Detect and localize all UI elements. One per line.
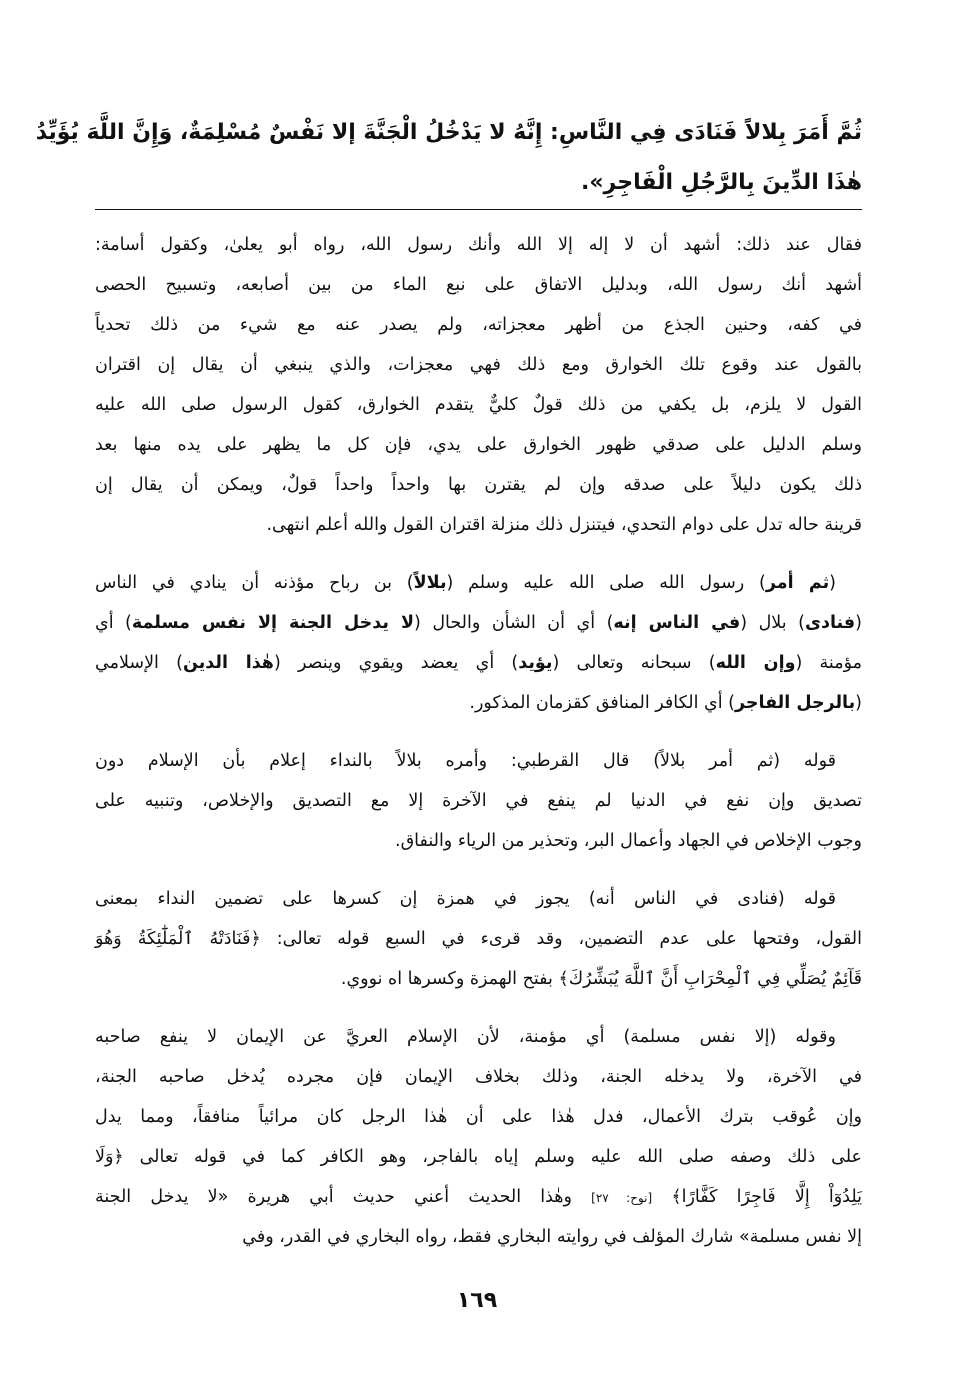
text-segment: ) أي أن الشأن والحال ( (414, 613, 614, 633)
text-line: قوله (فنادى في الناس أنه) يجوز في همزة إن كسرها على تضمين النداء بمعنى (95, 889, 836, 909)
hadith-text (35, 108, 862, 208)
text-segment: يَلِدُوٓاْ إِلَّا فَاجِرًا كَفَّارًا﴾ (652, 1187, 863, 1207)
text-segment: ) سبحانه وتعالى ( (552, 653, 716, 673)
text-line: قوله (ثم أمر بلالاً) قال القرطبي: وأمره بلالاً بالنداء إعلام بأن الإسلام دون (95, 751, 836, 771)
separator-rule (95, 209, 862, 210)
bold-quote: يؤيد (518, 653, 553, 673)
text-line: القول، وفتحها على عدم التضمين، وقد قرىء في السبع قوله تعالى: ﴿فَنَادَتْهُ ٱلْمَلَٰٓئِكَةُ وَهُوَ (95, 929, 862, 949)
text-line: القول لا يلزم، بل يكفي من ذلك قولٌ كليٌّ يتقدم الخوارق، كقول الرسول صلى الله عليه (95, 395, 862, 415)
text-line: فقال عند ذلك: أشهد أن لا إله إلا الله وأنك رسول الله، رواه أبو يعلىٰ، وكقول أسامة: (95, 235, 862, 255)
text-segment: مؤمنة ( (795, 653, 862, 673)
paragraph (95, 563, 862, 723)
text-line: وإن عُوقب بترك الأعمال، فدل هٰذا على أن هٰذا الرجل كان مرائياً منافقاً، ومما يدل (95, 1107, 862, 1127)
text-line: أشهد أنك رسول الله، وبدليل الاتفاق على نبع الماء من بين أصابعه، وتسبيح الحصى (95, 275, 862, 295)
text-line (95, 683, 862, 723)
text-segment: ( (855, 693, 862, 713)
text-line: قرينة حاله تدل على دوام التحدي، فيتنزل ذلك منزلة اقتران القول والله أعلم انتهى. (266, 515, 862, 535)
hadith-line: ثُمَّ أَمَرَ بِلالاً فَنَادَى فِي النَّاسِ: إِنَّهُ لا يَدْخُلُ الْجَنَّةَ إلا نَفْسٌ مُسْلِمَةٌ، وَإِنَّ اللَّهَ يُؤَيِّدُ (35, 120, 862, 145)
text-line: في الآخرة، ولا يدخله الجنة، وذلك بخلاف الإيمان فإن مجرده يُدخل صاحبه الجنة، (95, 1067, 862, 1087)
text-line: ذلك يكون دليلاً على صدقه وإن لم يقترن بها واحداً واحداً قولٌ، ويمكن أن يقال إن (95, 475, 862, 495)
bold-quote: بلالاً (413, 573, 447, 593)
verse-reference: [نوح: ٢٧] (591, 1191, 653, 1205)
bold-quote: وإن الله (715, 653, 796, 673)
page-number: ١٦٩ (456, 1288, 498, 1313)
text-segment: ( (829, 573, 836, 593)
text-line: بالقول عند وقوع تلك الخوارق ومع ذلك فهي معجزات، والذي ينبغي أن يقال إن اقتران (95, 355, 862, 375)
text-line: وجوب الإخلاص في الجهاد وأعمال البر، وتحذير من الرياء والنفاق. (395, 831, 862, 851)
text-segment: ( (855, 613, 862, 633)
paragraph (95, 879, 862, 999)
text-line: تصديق وإن نفع في الدنيا لم ينفع في الآخرة إلا مع التصديق والإخلاص، وتنبيه على (95, 791, 862, 811)
hadith-line: هٰذَا الدِّينَ بِالرَّجُلِ الْفَاجِرِ». (580, 170, 862, 195)
text-line: إلا نفس مسلمة» شارك المؤلف في روايته البخاري فقط، رواه البخاري في القدر، وفي (242, 1227, 862, 1247)
paragraph (95, 1017, 862, 1257)
text-segment: ) أي يعضد ويقوي وينصر ( (273, 653, 519, 673)
text-line: وقوله (إلا نفس مسلمة) أي مؤمنة، لأن الإسلام العريَّ عن الإيمان لا ينفع صاحبه (95, 1027, 836, 1047)
text-segment: ) الإسلامي (95, 653, 183, 673)
text-segment: ) رسول الله صلى الله عليه وسلم ( (446, 573, 766, 593)
text-line (95, 1177, 862, 1217)
text-line: وسلم الدليل على صدقي ظهور الخوارق على يدي، فإن كل ما يظهر على يده منها بعد (95, 435, 862, 455)
paragraph (95, 225, 862, 545)
text-line (95, 603, 862, 643)
text-segment: وهٰذا الحديث أعني حديث أبي هريرة «لا يدخل الجنة (95, 1187, 592, 1207)
text-line (95, 643, 862, 683)
text-line (95, 563, 862, 603)
bold-quote: بالرجل الفاجر (735, 693, 856, 713)
bold-quote: لا يدخل الجنة إلا نفس مسلمة (131, 613, 414, 633)
bold-quote: في الناس إنه (613, 613, 741, 633)
bold-quote: فنادى (804, 613, 856, 633)
text-segment: ) أي الكافر المنافق كقزمان المذكور. (469, 693, 735, 713)
bold-quote: هٰذا الدين (182, 653, 274, 673)
text-segment: ) أي (95, 613, 132, 633)
text-segment: ) بن رباح مؤذنه أن ينادي في الناس (95, 573, 414, 593)
paragraph (95, 741, 862, 861)
text-line: في كفه، وحنين الجذع من أظهر معجزاته، ولم يصدر عنه مع شيء من ذلك تحدياً (95, 315, 862, 335)
text-segment: ) بلال ( (740, 613, 805, 633)
commentary-body (95, 225, 862, 1275)
text-line: على ذلك وصفه صلى الله عليه وسلم إياه بالفاجر، وهو الكافر كما في قوله تعالى ﴿وَلَا (95, 1147, 862, 1167)
text-line: قَآئِمٌ يُصَلِّي فِي ٱلْمِحْرَابِ أَنَّ ٱللَّهَ يُبَشِّرُكَ﴾ بفتح الهمزة وكسرها اه نووي. (340, 969, 862, 989)
bold-quote: ثم أمر (765, 573, 830, 593)
